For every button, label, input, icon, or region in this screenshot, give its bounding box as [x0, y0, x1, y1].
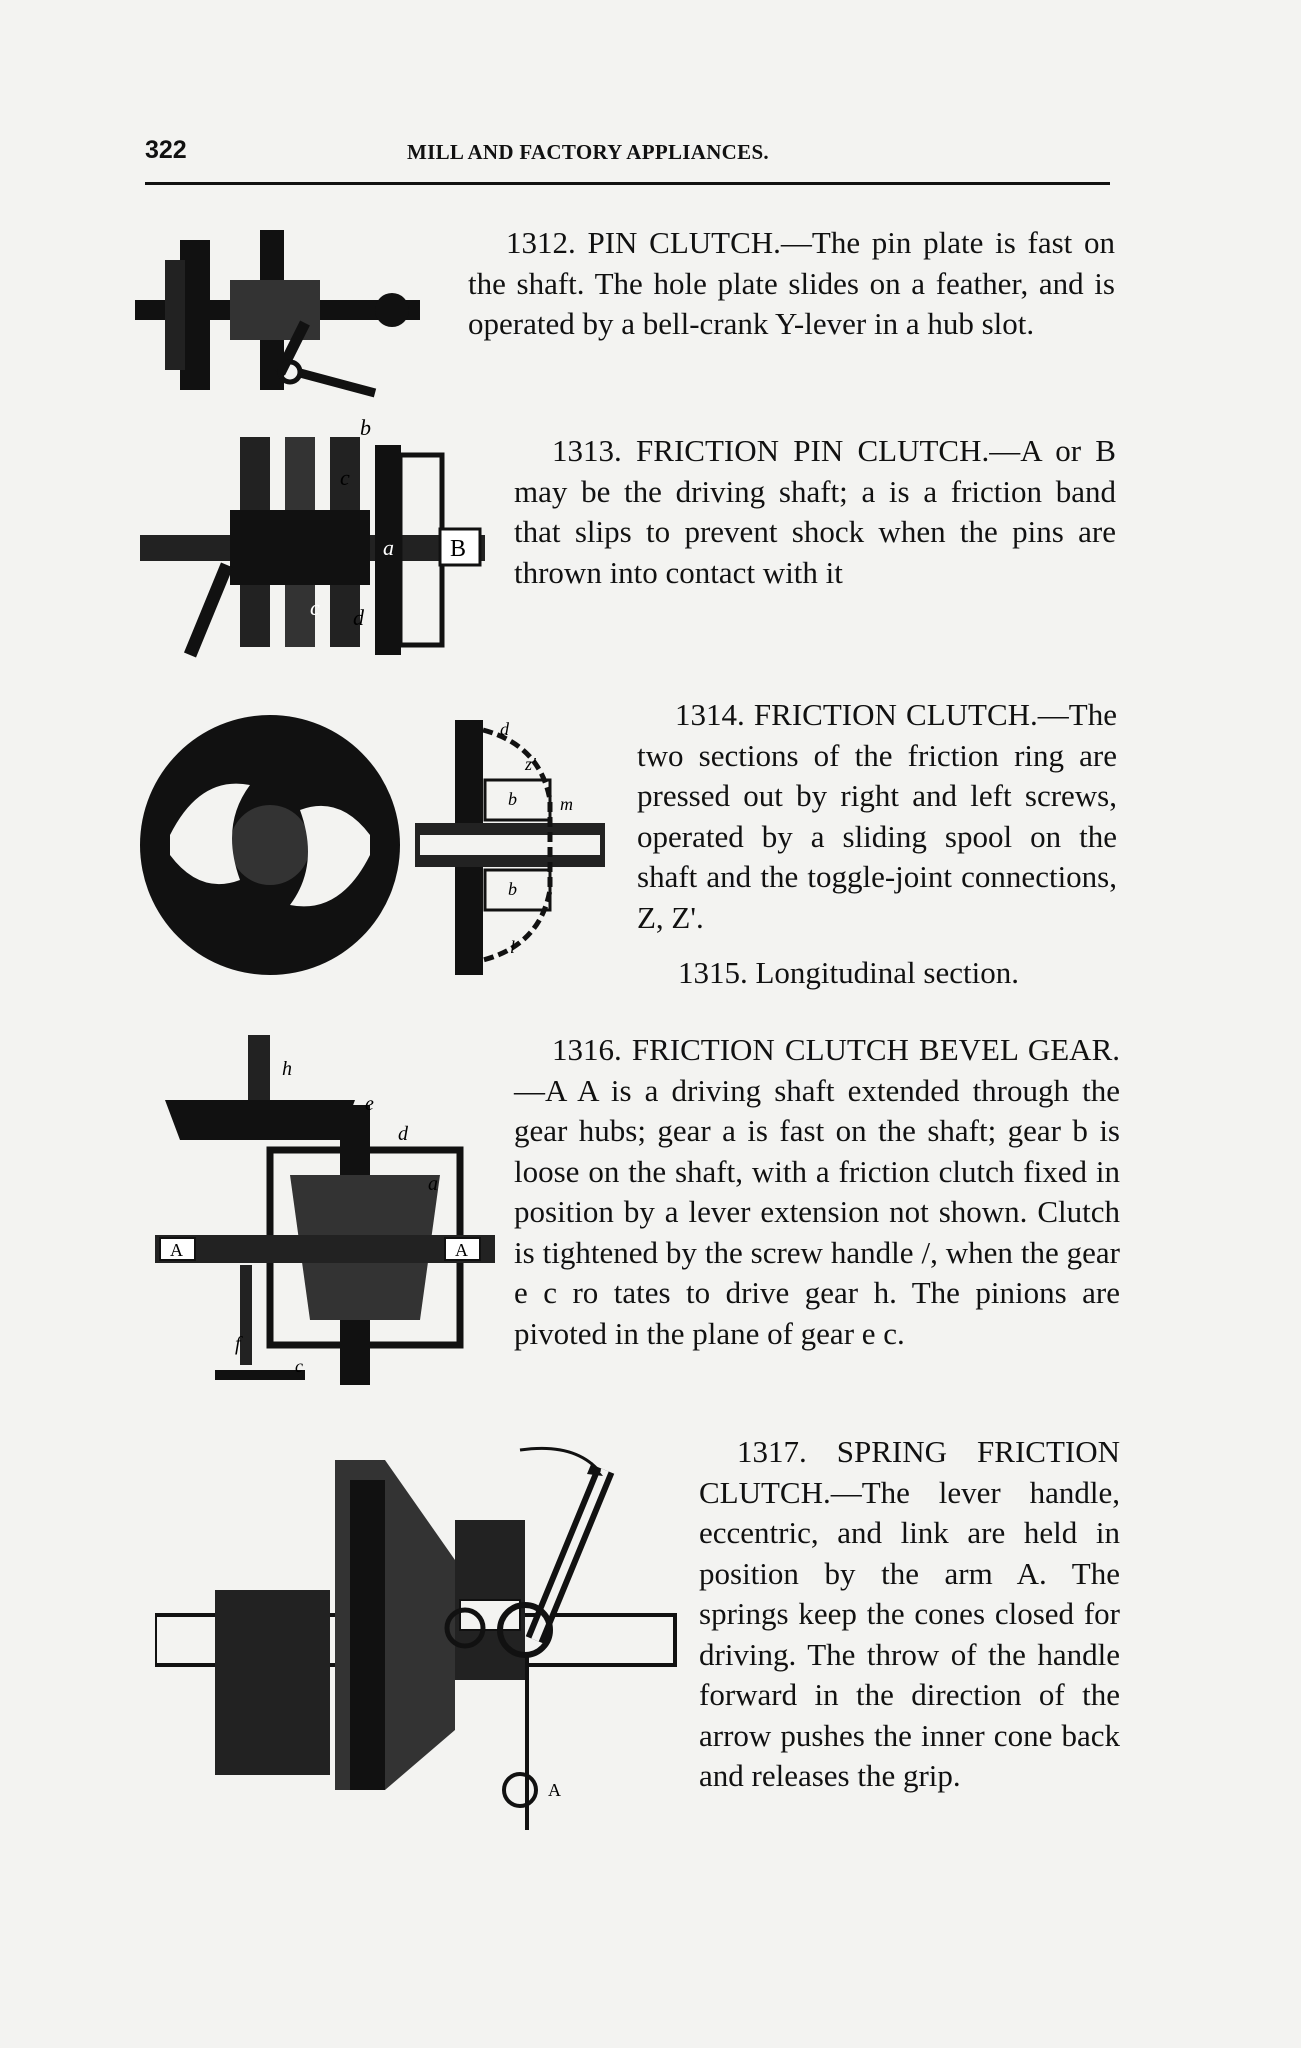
fig-1316-label-h: h	[282, 1058, 292, 1080]
header-rule	[145, 182, 1110, 185]
entry-1316	[514, 1030, 1120, 1354]
fig-1316-label-d: d	[398, 1123, 408, 1145]
figure-spring-friction-clutch	[155, 1440, 680, 1835]
entry-1314	[637, 695, 1117, 938]
fig-1314-label-b1: b	[508, 789, 517, 809]
running-head: MILL AND FACTORY APPLIANCES.	[407, 140, 769, 164]
fig-1316-label-f: f	[235, 1333, 241, 1355]
entry-1316-text: 1316. FRICTION CLUTCH BEVEL GEAR.—A A is a driving shaft extended through the gear hubs; gear a is fast on the shaft; gear b is loose on the shaft, with a friction clutch fixed in position by a lever extension not shown. Clutch is tightened by the screw handle /, when the gear e c ro tates to drive gear h. The pinions are pivoted in the plane of gear e c.	[514, 1032, 1120, 1351]
fig-1316-label-e: e	[365, 1093, 374, 1115]
entry-1313-text: 1313. FRICTION PIN CLUTCH.—A or B may be the driving shaft; a is a friction band that slips to prevent shock when the pins are thrown into contact with it	[514, 433, 1116, 590]
entry-1312-text: 1312. PIN CLUTCH.—The pin plate is fast on the shaft. The hole plate slides on a feather, and is operated by a bell-crank Y-lever in a hub slot.	[468, 225, 1115, 341]
fig-1313-label-c2: c	[310, 595, 320, 620]
page-number: 322	[145, 136, 187, 164]
fig-1316-label-c: c	[295, 1356, 303, 1376]
fig-1313-label-B: B	[450, 536, 467, 562]
fig-1317-label-A: A	[548, 1780, 561, 1800]
entry-1312	[468, 223, 1115, 345]
figure-pin-clutch	[130, 228, 430, 403]
fig-1314-label-d: d	[500, 719, 509, 739]
fig-1314-label-b2: b	[508, 879, 517, 899]
fig-1316-label-A1: A	[170, 1240, 183, 1260]
entry-1315-text: 1315. Longitudinal section.	[678, 955, 1019, 990]
fig-1313-label-c1: c	[340, 465, 350, 490]
figure-friction-pin-clutch	[135, 415, 490, 680]
figure-friction-clutch	[140, 705, 610, 990]
fig-1316-label-A2: A	[455, 1240, 468, 1260]
page-header	[145, 136, 1110, 176]
entry-1317	[699, 1432, 1120, 1797]
fig-1314-label-z: z'	[525, 754, 536, 774]
fig-1314-label-m: m	[560, 794, 573, 814]
figure-friction-clutch-bevel-gear	[140, 1030, 510, 1395]
fig-1313-label-a: a	[383, 535, 394, 560]
entry-1317-text: 1317. SPRING FRICTION CLUTCH.—The lever handle, eccentric, and link are held in position by the arm A. The springs keep the cones closed for driving. The throw of the handle forward in the direction of the arrow pushes the inner cone back and releases the grip.	[699, 1434, 1120, 1793]
fig-1313-label-b: b	[360, 415, 371, 440]
entry-1313	[514, 431, 1116, 593]
entry-1315	[678, 953, 1019, 993]
fig-1313-label-d: d	[353, 605, 364, 630]
entry-1314-text: 1314. FRICTION CLUTCH.—The two sections of the friction ring are pressed out by right and left screws, operated by a sliding spool on the shaft and the toggle-joint connections, Z, Z'.	[637, 697, 1117, 935]
fig-1316-label-a: a	[428, 1173, 438, 1195]
fig-1314-label-l: l	[510, 937, 516, 957]
